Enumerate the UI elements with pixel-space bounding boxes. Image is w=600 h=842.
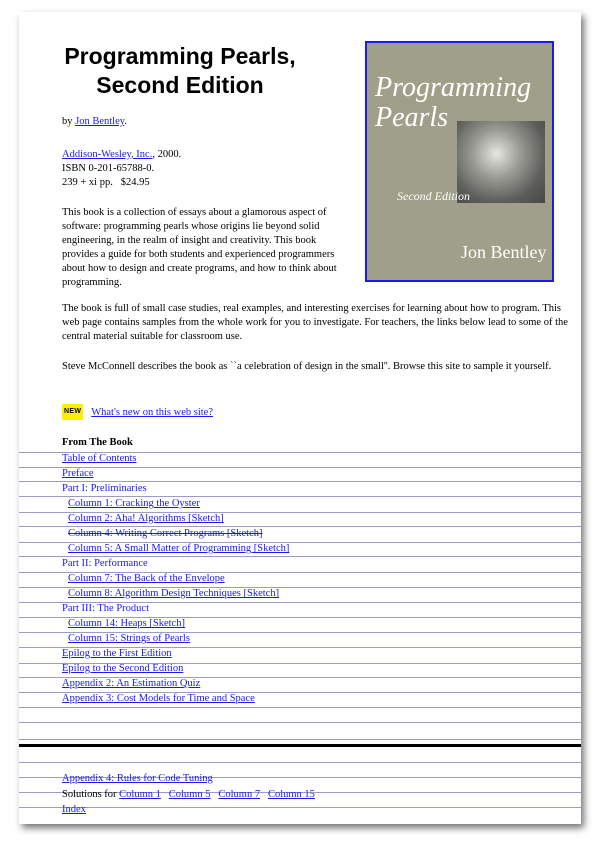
- section-heading: From The Book: [62, 437, 133, 448]
- cover-author: Jon Bentley: [461, 242, 547, 262]
- toc-link-column-1[interactable]: Column 1: Cracking the Oyster: [68, 498, 200, 509]
- page-title: [19, 42, 341, 100]
- title-line-1: Programming Pearls,: [64, 43, 296, 69]
- publisher-info: Addison-Wesley, Inc., 2000. ISBN 0-201-65788-0. 239 + xi pp. $24.95: [62, 149, 182, 188]
- index-link[interactable]: Index: [62, 804, 86, 815]
- solution-link-column-5[interactable]: Column 5: [168, 789, 211, 800]
- solution-link-column-7[interactable]: Column 7: [218, 789, 261, 800]
- author-link[interactable]: Jon Bentley: [75, 116, 125, 127]
- toc-link-column-7[interactable]: Column 7: The Back of the Envelope: [68, 573, 225, 584]
- rule-line: [19, 739, 581, 740]
- toc-link-appendix-4[interactable]: Appendix 4: Rules for Code Tuning: [62, 773, 213, 784]
- toc-part-1[interactable]: Part I: Preliminaries: [62, 483, 147, 494]
- rule-line: [19, 762, 581, 763]
- document-page: [19, 12, 581, 824]
- new-badge-icon: NEW: [62, 404, 83, 420]
- cover-title-line-2: Pearls: [375, 102, 449, 133]
- cover-edition: Second Edition: [397, 189, 470, 203]
- toc-part-3[interactable]: Part III: The Product: [62, 603, 149, 614]
- toc-link-appendix-3[interactable]: Appendix 3: Cost Models for Time and Space: [62, 693, 255, 704]
- rule-line: [19, 722, 581, 723]
- toc-link-epilog-second[interactable]: Epilog to the Second Edition: [62, 663, 184, 674]
- cover-pearl-picture: [457, 121, 545, 203]
- solution-link-column-1[interactable]: Column 1: [119, 789, 161, 800]
- toc-link-column-14[interactable]: Column 14: Heaps [Sketch]: [68, 618, 185, 629]
- toc-link-column-2[interactable]: Column 2: Aha! Algorithms [Sketch]: [68, 513, 224, 524]
- toc-link-preface[interactable]: Preface: [62, 468, 94, 479]
- whats-new-row: [62, 404, 213, 420]
- whats-new-link[interactable]: What's new on this web site?: [91, 407, 213, 418]
- byline: by Jon Bentley.: [62, 116, 127, 127]
- cover-title-line-1: Programming: [375, 72, 532, 103]
- toc-link-epilog-first[interactable]: Epilog to the First Edition: [62, 648, 172, 659]
- toc-link-appendix-2[interactable]: Appendix 2: An Estimation Quiz: [62, 678, 201, 689]
- publisher-link[interactable]: Addison-Wesley, Inc.: [62, 149, 153, 160]
- rule-line: [19, 467, 581, 468]
- page-break-bar: [19, 744, 581, 747]
- toc-link-table-of-contents[interactable]: Table of Contents: [62, 453, 137, 464]
- toc-part-2[interactable]: Part II: Performance: [62, 558, 148, 569]
- toc-link-column-15[interactable]: Column 15: Strings of Pearls: [68, 633, 190, 644]
- solution-link-column-15[interactable]: Column 15: [267, 789, 315, 800]
- toc-link-column-5[interactable]: Column 5: A Small Matter of Programming [Sketch]: [68, 543, 290, 554]
- toc-link-column-8[interactable]: Column 8: Algorithm Design Techniques [Sketch]: [68, 588, 280, 599]
- rule-line: [19, 807, 581, 808]
- rule-line: [19, 707, 581, 708]
- toc-link-column-4[interactable]: Column 4: Writing Correct Programs [Sketch]: [68, 528, 263, 539]
- description-paragraph: The book is full of small case studies, real examples, and interesting exercises for learning about how to program. This web page contains samples from the whole work for you to investigate. For teachers, the links below lead to some of the central material suitable for classroom use.: [62, 303, 568, 342]
- book-cover-image[interactable]: [365, 41, 554, 282]
- isbn: ISBN 0-201-65788-0.: [62, 163, 155, 174]
- pages-price: 239 + xi pp. $24.95: [62, 177, 150, 188]
- title-line-2: Second Edition: [96, 72, 264, 98]
- quote-paragraph: Steve McConnell describes the book as ``a celebration of design in the small''. Browse this site to sample it yourself.: [62, 361, 552, 372]
- solutions-row: Solutions for Column 1 Column 5 Column 7 Column 15: [62, 789, 315, 800]
- intro-paragraph: This book is a collection of essays about a glamorous aspect of software: programming pearls whose origins lie beyond solid engineering, in the realm of insight and creativity. This book provides a guide for both students and experienced programmers about how to design and create programs, and how to think about programming.: [62, 207, 337, 288]
